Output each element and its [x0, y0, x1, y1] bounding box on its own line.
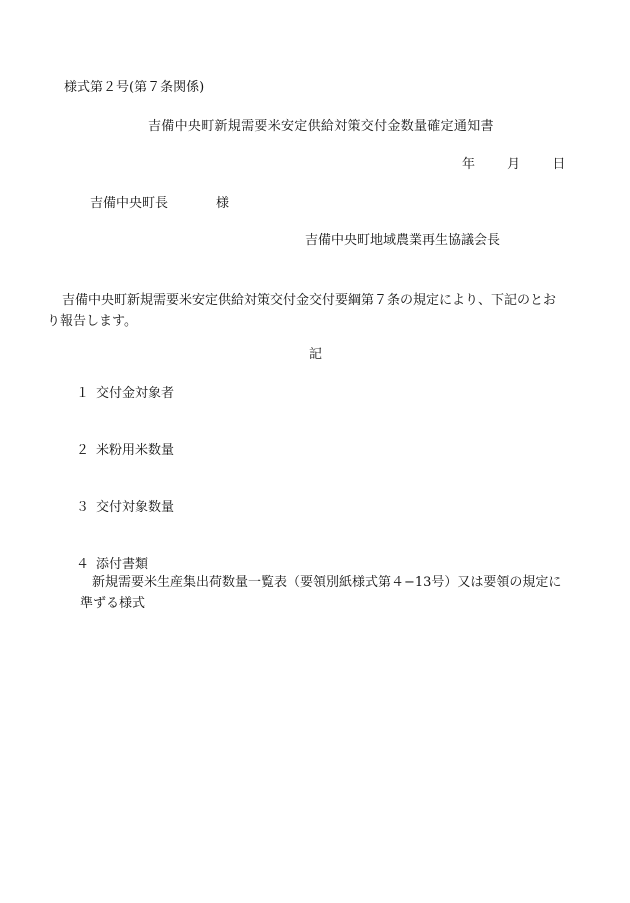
body-paragraph: [47, 290, 565, 332]
date-year-label: 年: [462, 157, 476, 172]
item-label: 米粉用米数量: [96, 443, 175, 458]
list-item: [76, 442, 174, 460]
body-text: 吉備中央町新規需要米安定供給対策交付金交付要綱第７条の規定により、下記のとおり報告します。: [47, 293, 557, 329]
ki-heading: 記: [309, 347, 323, 362]
item-number: ４: [76, 557, 90, 572]
date-month-label: 月: [507, 157, 521, 172]
form-number: 様式第２号(第７条関係): [64, 80, 205, 95]
document-title: 吉備中央町新規需要米安定供給対策交付金数量確定通知書: [148, 119, 494, 134]
list-item: [76, 499, 174, 517]
addressee: [90, 195, 229, 213]
item-number: ３: [76, 500, 90, 515]
addressee-honorific: 様: [216, 196, 230, 211]
item-number: １: [76, 386, 90, 401]
date-line: [462, 156, 565, 174]
list-item: [76, 385, 174, 403]
sender: 吉備中央町地域農業再生協議会長: [305, 233, 501, 248]
item-number: ２: [76, 443, 90, 458]
item-label: 添付書類: [96, 557, 149, 572]
item-label: 交付金対象者: [96, 386, 175, 401]
date-day-label: 日: [552, 157, 566, 172]
item-label: 交付対象数量: [96, 500, 175, 515]
addressee-name: 吉備中央町長: [90, 196, 169, 211]
attachment-note: 新規需要米生産集出荷数量一覧表（要領別紙様式第４−13号）又は要領の規定に準ずる様式: [80, 575, 562, 611]
